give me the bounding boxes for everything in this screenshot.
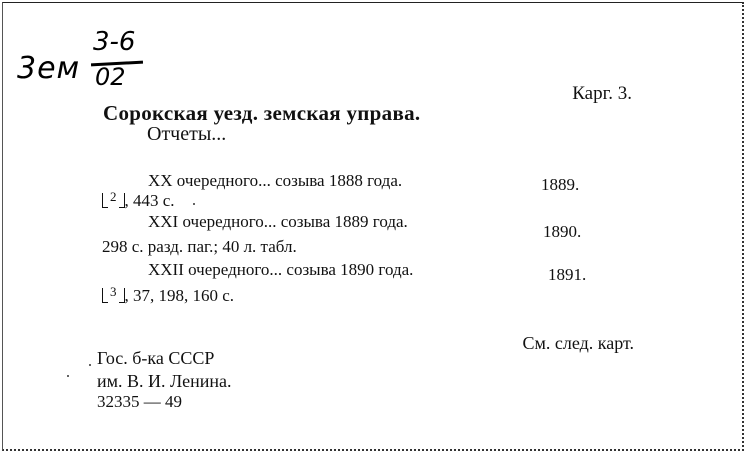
entry-description: 298 с. разд. паг.; 40 л. табл.	[102, 237, 297, 256]
entry-year: 1891.	[548, 265, 587, 284]
preliminary-pages: 2	[110, 189, 117, 204]
scan-speck	[67, 375, 69, 377]
entry-year: 1889.	[541, 175, 580, 194]
card-subtitle: Отчеты...	[147, 123, 227, 145]
handwritten-shelf-numerator: 3-6	[93, 27, 136, 57]
scan-speck	[193, 203, 195, 205]
entry-session: XXII очередного... созыва 1890 года.	[148, 260, 414, 279]
entry-description	[102, 189, 175, 211]
library-name: Гос. б-ка СССР	[97, 348, 215, 368]
library-name-continued: им. В. И. Ленина.	[97, 371, 232, 391]
preliminary-pages: 3	[110, 284, 117, 299]
bracket-open-icon	[102, 193, 108, 208]
see-next-card-note: См. след. карт.	[522, 333, 634, 353]
handwritten-shelf-prefix: 3eм	[17, 51, 81, 86]
entry-session: XXI очередного... созыва 1889 года.	[148, 212, 408, 231]
bracket-open-icon	[102, 288, 108, 303]
catalog-card	[2, 2, 744, 451]
card-number: Карг. 3.	[572, 83, 632, 104]
handwritten-shelf-denominator: 02	[95, 63, 126, 91]
entry-description	[102, 284, 234, 306]
entry-year: 1890.	[543, 222, 582, 241]
scan-speck	[89, 364, 91, 366]
entry-session: XX очередного... созыва 1888 года.	[148, 171, 403, 190]
entry-description-rest: , 37, 198, 160 с.	[124, 286, 235, 305]
entry-description-rest: , 443 с.	[124, 191, 175, 210]
accession-number: 32335 — 49	[97, 392, 182, 411]
card-title: Сорокская уезд. земская управа.	[103, 101, 421, 125]
